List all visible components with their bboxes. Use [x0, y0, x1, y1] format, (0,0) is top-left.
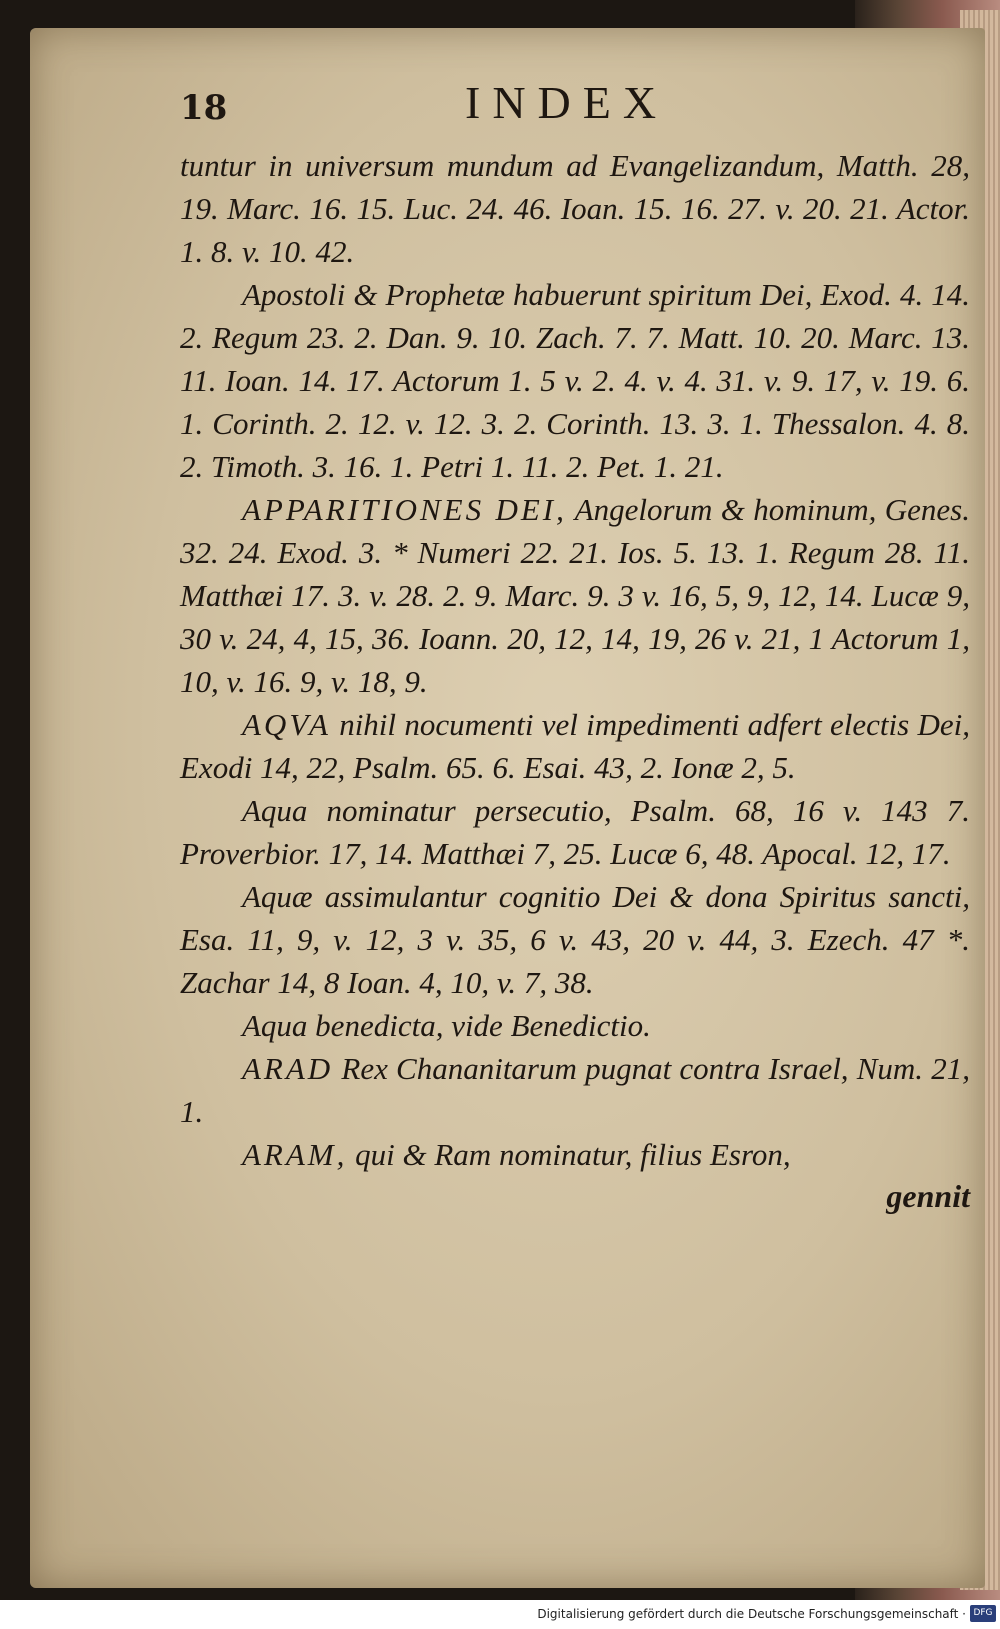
index-entries — [180, 144, 970, 1176]
page-number: 18 — [180, 88, 228, 128]
entry-text: qui & Ram nominatur, filius Esron, — [347, 1137, 791, 1172]
index-entry — [180, 488, 970, 703]
page-header — [180, 68, 970, 144]
entry-text: Angelorum & hominum, Genes. 32. 24. Exod. 3. * Numeri 22. 21. Ios. 5. 13. 1. Regum 28. 11. Matthæi 17. 3. v. 28. 2. 9. Marc. 9. 3 v. 16, 5, 9, 12, 14. Lucæ 9, 30 v. 24, 4, 15, 36. Ioann. 20, 12, 14, 19, 26 v. 21, 1 Actorum 1, 10, v. 16. 9, v. 18, 9. — [180, 492, 971, 699]
entry-text: Rex Chananitarum pugnat contra Israel, Num. 21, 1. — [180, 1051, 970, 1129]
index-entry — [180, 789, 970, 875]
index-entry — [180, 1133, 970, 1176]
footer-credit: Digitalisierung gefördert durch die Deutsche Forschungsgemeinschaft · — [537, 1607, 966, 1621]
entry-headword: ARAM, — [242, 1137, 348, 1172]
entry-text: Aqua nominatur persecutio, Psalm. 68, 16 v. 143 7. Proverbior. 17, 14. Matthæi 7, 25. Lucæ 6, 48. Apocal. 12, 17. — [180, 793, 970, 871]
running-head: INDEX — [465, 77, 669, 128]
entry-text: Aquæ assimulantur cognitio Dei & dona Spiritus sancti, Esa. 11, 9, v. 12, 3 v. 35, 6 v. 43, 20 v. 44, 3. Ezech. 47 *. Zachar 14, 8 Ioan. 4, 10, v. 7, 38. — [180, 879, 970, 1000]
index-entry — [180, 1004, 970, 1047]
book-page — [30, 28, 985, 1588]
page-content — [180, 68, 970, 1215]
entry-headword: AQVA — [242, 707, 331, 742]
entry-headword: APPARITIONES DEI, — [242, 492, 567, 527]
catchword: gennit — [886, 1178, 970, 1214]
index-entry — [180, 703, 970, 789]
dfg-logo: DFG — [970, 1605, 996, 1622]
index-entry — [180, 875, 970, 1004]
entry-text: tuntur in universum mundum ad Evangelizandum, Matth. 28, 19. Marc. 16. 15. Luc. 24. 46. Ioan. 15. 16. 27. v. 20. 21. Actor. 1. 8. v. 10. 42. — [180, 148, 970, 269]
footer-bar — [0, 1600, 1000, 1629]
entry-headword: ARAD — [242, 1051, 334, 1086]
entry-text: nihil nocumenti vel impedimenti adfert electis Dei, Exodi 14, 22, Psalm. 65. 6. Esai. 43, 2. Ionæ 2, 5. — [180, 707, 970, 785]
index-entry — [180, 273, 970, 488]
index-entry — [180, 1047, 970, 1133]
index-entry — [180, 144, 970, 273]
entry-text: Aqua benedicta, vide Benedictio. — [242, 1008, 651, 1043]
entry-text: Apostoli & Prophetæ habuerunt spiritum Dei, Exod. 4. 14. 2. Regum 23. 2. Dan. 9. 10. Zach. 7. 7. Matt. 10. 20. Marc. 13. 11. Ioan. 14. 17. Actorum 1. 5 v. 2. 4. v. 4. 31. v. 9. 17, v. 19. 6. 1. Corinth. 2. 12. v. 12. 3. 2. Corinth. 13. 3. 1. Thessalon. 4. 8. 2. Timoth. 3. 16. 1. Petri 1. 11. 2. Pet. 1. 21. — [180, 277, 970, 484]
